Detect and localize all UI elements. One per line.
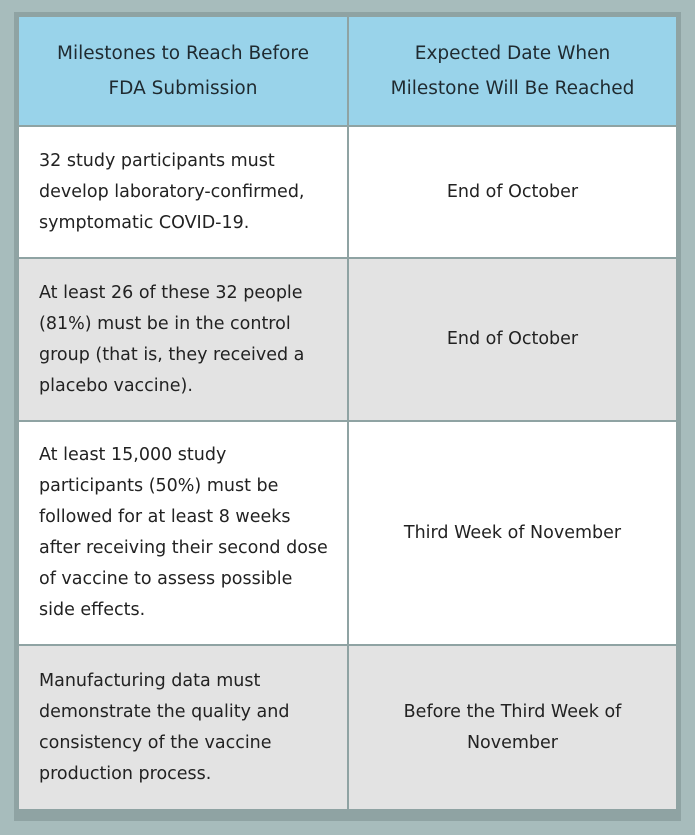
row-3-milestone: At least 15,000 study participants (50%) must be followed for at least 8 weeks after receiving their second dose of vaccine to assess possible side effects. bbox=[19, 422, 347, 644]
milestones-table-frame bbox=[14, 12, 681, 821]
row-3-date: Third Week of November bbox=[349, 422, 676, 644]
row-4-date: Before the Third Week of November bbox=[349, 646, 676, 809]
row-1-date: End of October bbox=[349, 127, 676, 257]
row-2-milestone: At least 26 of these 32 people (81%) must be in the control group (that is, they received a placebo vaccine). bbox=[19, 259, 347, 420]
header-milestones: Milestones to Reach Before FDA Submission bbox=[19, 17, 347, 125]
milestones-table bbox=[19, 17, 676, 809]
row-2-date: End of October bbox=[349, 259, 676, 420]
row-1-milestone: 32 study participants must develop laboratory-confirmed, symptomatic COVID-19. bbox=[19, 127, 347, 257]
header-expected-date: Expected Date When Milestone Will Be Reached bbox=[349, 17, 676, 125]
row-4-milestone: Manufacturing data must demonstrate the quality and consistency of the vaccine production process. bbox=[19, 646, 347, 809]
